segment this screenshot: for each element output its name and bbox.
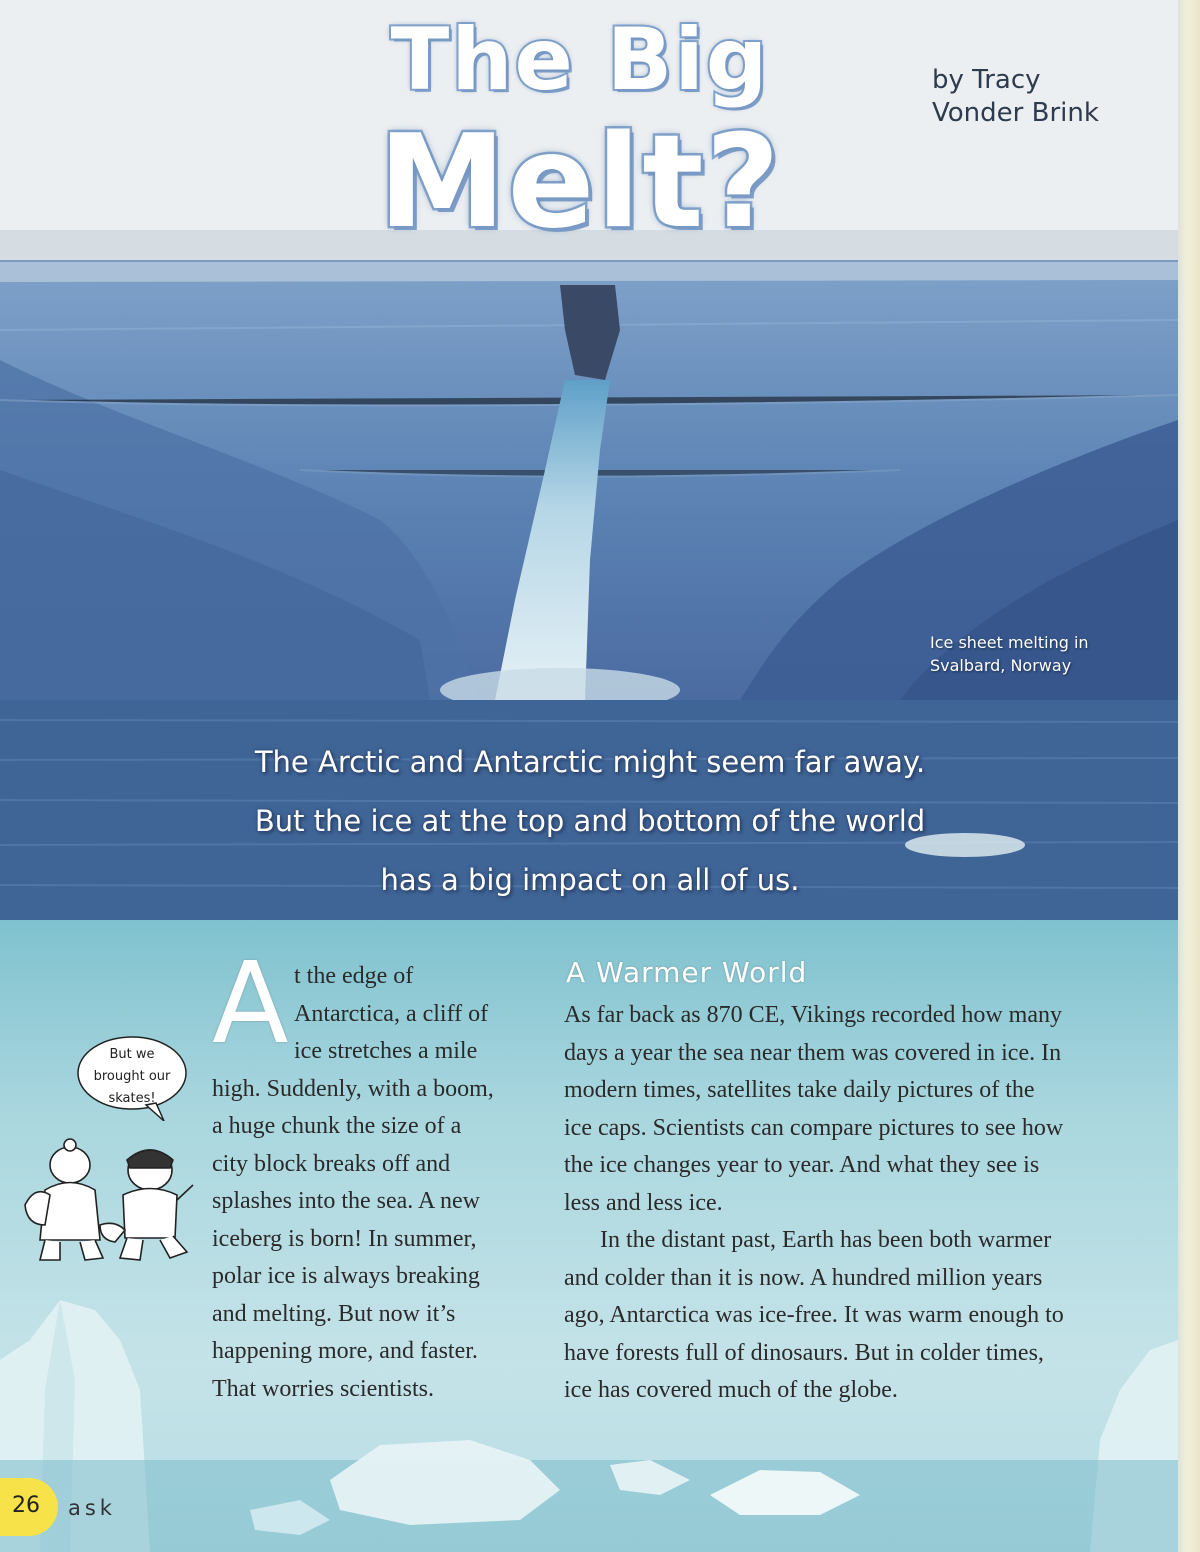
col2-line: modern times, satellites take daily pictures of the <box>564 1077 1035 1103</box>
photo-caption-line1: Ice sheet melting in <box>930 633 1089 652</box>
col1-line: Antarctica, a cliff of <box>294 1000 489 1027</box>
col2-line: ago, Antarctica was ice-free. It was warm enough to <box>564 1302 1064 1328</box>
byline-line2: Vonder Brink <box>932 98 1099 128</box>
speech-line3: skates! <box>108 1091 156 1106</box>
col2-line: As far back as 870 CE, Vikings recorded how many <box>564 1002 1062 1028</box>
intro-text <box>140 733 1040 910</box>
page-title-line2: Melt? <box>378 108 782 257</box>
col1-line: and melting. But now it’s <box>212 1300 456 1327</box>
article-column-1 <box>212 958 532 1408</box>
col1-line: iceberg is born! In summer, <box>212 1225 477 1252</box>
cartoon-characters <box>15 1130 195 1265</box>
speech-line2: brought our <box>93 1069 171 1084</box>
col2-line: the ice changes year to year. And what they see is <box>564 1152 1040 1178</box>
col1-line: That worries scientists. <box>212 1375 434 1402</box>
col2-line: ice caps. Scientists can compare pictures to see how <box>564 1114 1064 1141</box>
col1-line: splashes into the sea. A new <box>212 1188 480 1214</box>
col1-line: ice stretches a mile <box>294 1038 478 1064</box>
col2-line: In the distant past, Earth has been both warmer <box>600 1227 1052 1253</box>
photo-caption <box>930 631 1130 677</box>
magazine-name: ask <box>68 1496 116 1520</box>
col1-line: happening more, and faster. <box>212 1338 478 1364</box>
page-number: 26 <box>12 1493 40 1518</box>
speech-line1: But we <box>109 1047 155 1062</box>
speech-bubble-text <box>76 1044 188 1110</box>
col2-line: ice has covered much of the globe. <box>564 1377 898 1403</box>
page-binding-edge <box>1178 0 1200 1552</box>
byline-line1: by Tracy <box>932 65 1041 95</box>
article-column-2 <box>564 997 1124 1410</box>
intro-line2: But the ice at the top and bottom of the world <box>254 804 926 838</box>
col2-line: and colder than it is now. A hundred million years <box>564 1264 1043 1291</box>
col2-line: less and less ice. <box>564 1189 723 1216</box>
col2-line: days a year the sea near them was covered in ice. In <box>564 1039 1062 1066</box>
col2-line: have forests full of dinosaurs. But in colder times, <box>564 1339 1044 1366</box>
photo-caption-line2: Svalbard, Norway <box>930 656 1072 675</box>
col1-line: polar ice is always breaking <box>212 1263 480 1289</box>
section-heading: A Warmer World <box>566 956 808 989</box>
byline <box>932 64 1099 130</box>
title-block <box>340 10 820 280</box>
col1-line: high. Suddenly, with a boom, <box>212 1075 494 1102</box>
col1-line: a huge chunk the size of a <box>212 1113 462 1139</box>
intro-line3: has a big impact on all of us. <box>380 863 800 897</box>
drop-cap: A <box>212 939 289 1069</box>
intro-line1: The Arctic and Antarctic might seem far away. <box>254 745 926 779</box>
page-title-line1: The Big <box>390 10 770 110</box>
col1-line: city block breaks off and <box>212 1150 451 1177</box>
col1-line: t the edge of <box>294 963 414 989</box>
